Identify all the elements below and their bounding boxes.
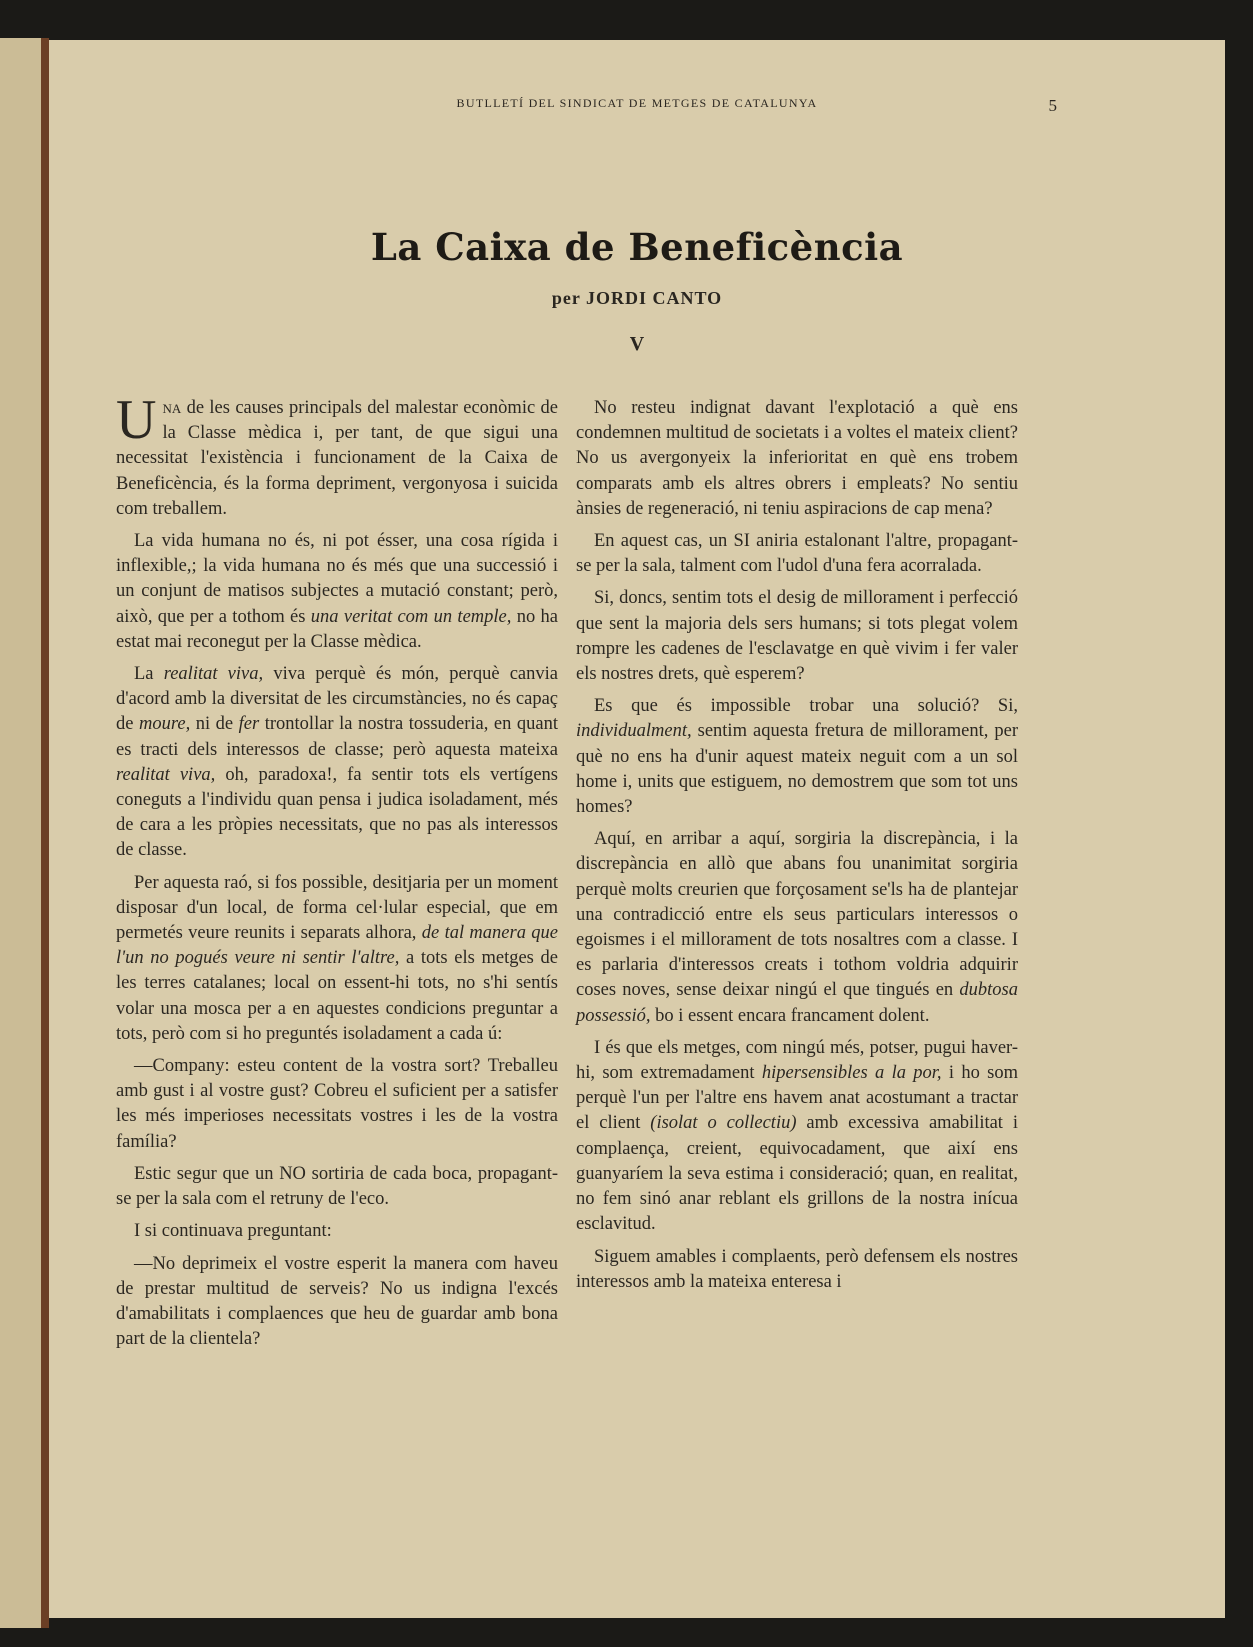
- left-column: [116, 389, 558, 1359]
- paragraph-text: no ha estat mai reconegut per la Classe mèdica.: [116, 606, 558, 652]
- paragraph-text: amb excessiva amabilitat i complaença, creient, equivocadament, que així ens guanyaríem la seva estima i consideració; quan, en realitat, no fem sinó anar reblant els grillons de la nostra inícua esclavitud.: [576, 1113, 1018, 1235]
- article-title: La Caixa de Beneficència: [370, 225, 904, 269]
- drop-cap: U: [116, 389, 157, 451]
- italic-text: dubtosa possessió,: [576, 980, 1018, 1026]
- paragraph: [576, 827, 1018, 1029]
- paragraph: I si continuava preguntant:: [134, 1221, 332, 1242]
- paragraph-text: viva perquè és món, perquè canvia d'acord amb la diversitat de les circumstàncies, no és capaç de: [116, 664, 558, 735]
- small-caps-text: na: [162, 398, 182, 418]
- paragraph-text: Aquí, en arribar a aquí, sorgiria la discrepància, i la discrepància en allò que abans fou unanimitat sorgiria perquè molts creurien que forçosament se'ls ha de plantejar una contradicció entre els seus particulars interessos o egoismes i el millorament de tots nosaltres com a classe. I es parlaria d'interessos creats i tothom voldria adquirir coses noves, sense deixar ningú el que tingués en: [576, 829, 1018, 1001]
- paragraph: —Company: esteu content de la vostra sort? Treballeu amb gust i al vostre gust? Cobreu el suficient per a satisfer les més imperioses necessitats vostres i les de la vostra família?: [116, 1056, 558, 1152]
- paragraph: Estic segur que un NO sortiria de cada boca, propagant-se per la sala com el retruny de l'eco.: [116, 1163, 558, 1210]
- paragraph-text: bo i essent encara francament dolent.: [650, 1005, 930, 1026]
- paragraph: [116, 389, 558, 522]
- paragraph-text: oh, paradoxa!, fa sentir tots els vertígens coneguts a l'individu quan pensa i judica isoladament, més de cara a les pròpies necessitats, que no pas als interessos de classe.: [116, 764, 558, 861]
- paragraph-text: trontollar la nostra tossuderia, en quant es tracti dels interessos de classe; però aquesta mateixa: [116, 714, 558, 760]
- italic-text: de tal manera que l'un no pogués veure ni sentir l'altre,: [116, 923, 558, 969]
- italic-text: una veritat com un temple,: [310, 606, 512, 627]
- italic-text: moure,: [139, 714, 191, 735]
- paragraph-text: de les causes principals del malestar econòmic de la Classe mèdica i, per tant, de que sigui una necessitat l'existència i funcionament de la Caixa de Beneficència, és la forma depriment, vergonyosa i suicida com treballem.: [116, 398, 558, 519]
- italic-text: realitat viva,: [116, 764, 216, 785]
- paragraph-text: Per aquesta raó, si fos possible, desitjaria per un moment disposar d'un local, de forma cel·lular especial, que em permetés veure reunits i separats alhora,: [116, 872, 558, 944]
- paragraph: En aquest cas, un SI aniria estalonant l'altre, propagant-se per la sala, talment com l'udol d'una fera acorralada.: [576, 531, 1018, 577]
- paragraph-text: I és que els metges, com ningú més, potser, pugui haver-hi, som extremadament: [576, 1037, 1018, 1084]
- paragraph-text: a tots els metges de les terres catalanes; local on essent-hi tots, no s'hi sentís volar una mosca per a en aquestes condicions preguntar a tots, però com si ho preguntés isoladament a cada ú:: [116, 948, 558, 1044]
- section-number: V: [629, 333, 645, 355]
- right-column: [576, 396, 1018, 1302]
- paragraph: [576, 1036, 1018, 1238]
- paragraph: [116, 662, 558, 864]
- paragraph-text: La vida humana no és, ni pot ésser, una cosa rígida i inflexible,; la vida humana no és més que una successió i un conjunt de matisos subjectes a mutació constant; però, això, que per a tothom és: [116, 531, 558, 627]
- paragraph: —No deprimeix el vostre esperit la manera com haveu de prestar multitud de serveis? No us indigna l'excés d'amabilitats i complaences que heu de guardar amb bona part de la clientela?: [116, 1253, 558, 1350]
- paragraph-text: sentim aquesta fretura de millorament, per què no ens ha d'unir aquest mateix neguit com a un sol home i, units que estiguem, no demostrem que som tot uns homes?: [576, 721, 1018, 818]
- italic-text: (isolat o collectiu): [650, 1113, 797, 1134]
- page-number: 5: [1048, 96, 1057, 115]
- paragraph-text: La: [134, 664, 164, 685]
- italic-text: realitat viva,: [163, 664, 264, 685]
- italic-text: hipersensibles a la por,: [761, 1063, 942, 1084]
- paragraph-text: Es que és impossible trobar una solució? Si,: [594, 696, 1018, 717]
- paragraph: Siguem amables i complaents, però defensem els nostres interessos amb la mateixa enteresa i: [576, 1246, 1018, 1292]
- previous-page-edge: [0, 38, 47, 1628]
- italic-text: individualment,: [576, 721, 692, 742]
- running-head: BUTLLETÍ DEL SINDICAT DE METGES DE CATALUNYA: [456, 96, 818, 110]
- paragraph: [116, 529, 558, 655]
- book-spine: [41, 38, 49, 1628]
- paragraph: [576, 694, 1018, 820]
- paragraph: Si, doncs, sentim tots el desig de millorament i perfecció que sent la majoria dels sers humans; si tots plegat volem rompre les cadenes de l'esclavatge en què vivim i fer valer els nostres drets, què esperem?: [576, 588, 1018, 685]
- paragraph-text: i ho som perquè l'un per l'altre ens havem anat acostumant a tractar el client: [576, 1063, 1018, 1134]
- document-page: [49, 40, 1225, 1618]
- paragraph: No resteu indignat davant l'explotació a què ens condemnen multitud de societats i a voltes el mateix client? No us avergonyeix la inferioritat en què ens trobem comparats amb els altres obrers i empleats? No sentiu ànsies de regeneració, ni teniu aspiracions de cap mena?: [576, 398, 1018, 519]
- italic-text: fer: [238, 714, 260, 735]
- author-byline: per JORDI CANTO: [551, 288, 723, 308]
- paragraph-text: ni de: [190, 714, 239, 735]
- paragraph: [116, 871, 558, 1047]
